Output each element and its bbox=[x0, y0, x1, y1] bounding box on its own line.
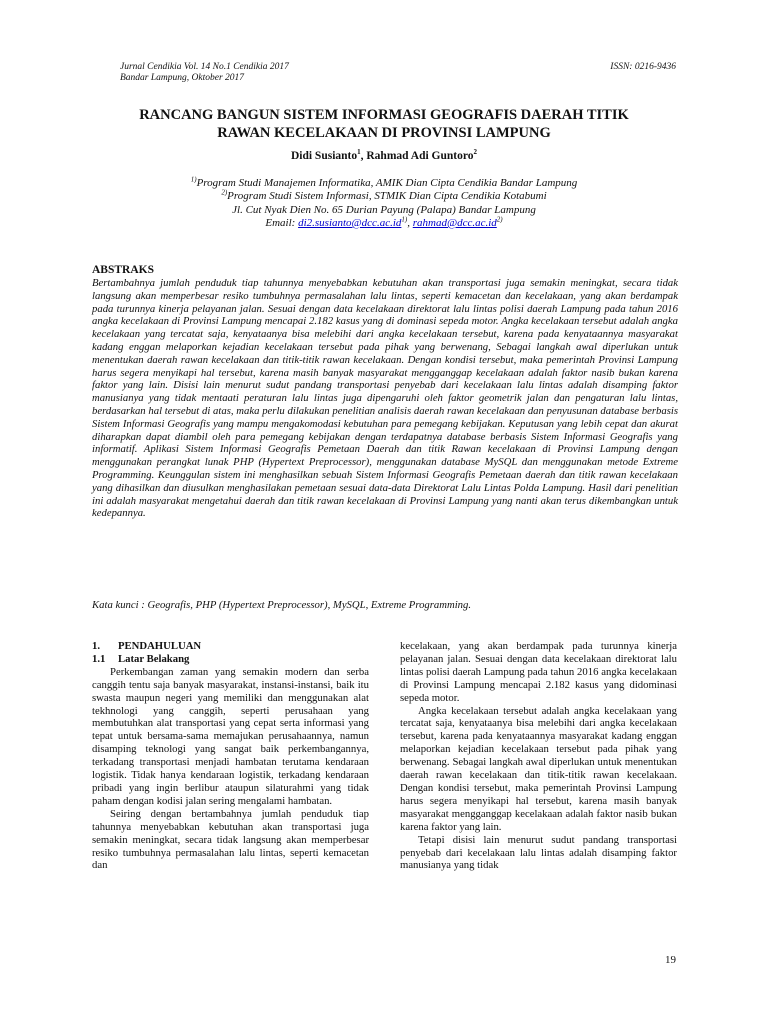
paragraph-4: Tetapi disisi lain menurut sudut pandang transportasi penyebab dari kecelakaan lalu lintas adalah disamping faktor manusianya yang tidak bbox=[400, 833, 677, 872]
affiliation-1-text: Program Studi Manajemen Informatika, AMIK Dian Cipta Cendikia Bandar Lampung bbox=[196, 177, 578, 189]
subsection-title: Latar Belakang bbox=[118, 652, 190, 665]
section-heading bbox=[92, 640, 369, 653]
paper-title bbox=[80, 106, 688, 142]
email-label: Email: bbox=[265, 216, 299, 229]
journal-header bbox=[120, 62, 289, 84]
page-number: 19 bbox=[665, 954, 676, 966]
keywords: Kata kunci : Geografis, PHP (Hypertext Preprocessor), MySQL, Extreme Programming. bbox=[92, 599, 472, 611]
author-2: Rahmad Adi Guntoro bbox=[366, 150, 474, 162]
affiliation-1-sup: 1) bbox=[190, 175, 197, 184]
issn: ISSN: 0216-9436 bbox=[610, 62, 676, 72]
paragraph-3: Angka kecelakaan tersebut adalah angka kecelakaan yang tercatat saja, kenyataanya bisa melebihi dari angka kecelakaan tersebut, karena pada kenyataannya masyarakat kadang enggan melaporkan kejadian kecelakaan tersebut pada pihak yang berwenang. Sebagai langkah awal diperlukan untuk menentukan daerah rawan kecelakaan dan titik-titik rawan kecelakaan. Dengan kondisi tersebut, maka pemerintah Provinsi Lampung harus segera menyikapi hal tersebut, karena masih banyak masyarakat mengganggap kecelakaan adalah faktor nasib bukan karena faktor yang lain. bbox=[400, 704, 677, 833]
email-2-sup: 2) bbox=[496, 215, 503, 224]
affiliations bbox=[80, 177, 688, 230]
abstract-body: Bertambahnya jumlah penduduk tiap tahunnya menyebabkan kebutuhan akan transportasi juga semakin meningkat, secara tidak langsung akan memperbesar resiko tumbuhnya permasalahan lalu lintas, seperti kemacetan dan kecelakaan, yang akan berdampak pada turunnya kinerja pelayanan jalan. Sesuai dengan data kecelakaan direktorat lalu lintas polisi daerah Lampung pada tahun 2016 angka kecelakaan di Provinsi Lampung mencapai 2.182 kasus yang di dominasi sepeda motor. Angka kecelakaan tersebut adalah angka kecelakaan yang tercatat saja, kenyataanya bisa melebihi dari angka kecelakaan tersebut, karena pada kenyataannya masyarakat kadang enggan melaporkan kejadian kecelakaan tersebut pada pihak yang berwenang, Sebagai langkah awal diperlukan untuk menentukan daerah rawan kecelakaan dan titik-titik rawan kecelakaan. Dengan kondisi tersebut, maka pemerintah Provinsi Lampung harus segera menyikapi hal tersebut, karena masih banyak masyarakat mengganggap kecelakaan adalah faktor nasib bukan karena faktor yang lain. Disisi lain menurut sudut pandang transportasi penyebab dari kecelakaan lalu lintas adalah disamping faktor manusianya yang tidak mentaati peraturan lalu lintas juga dipengaruhi oleh faktor geometrik jalan dan pengaturan lalu lintas, berdasarkan hal tersebut di atas, maka perlu dilakukan penelitian analisis daerah rawan kecelakaan dan penyusunan database berbasis Sistem Informasi Geografis yang mampu mengakomodasi kebutuhan para pemegang kebijakan. Keputusan yang lebih cepat dan akurat diharapkan dapat diambil oleh para pemegang kebijakan dengan terdapatnya database berbasis Sistem Informasi Geografis yang informatif. Aplikasi Sistem Informasi Geografis Pemetaan Daerah dan titik Rawan kecelakaan di Provinsi Lampung dengan menggunakan perangkat lunak PHP (Hypertext Preprocessor), menggunakan database MySQL dan menggunakan metode Extreme Programming. Keunggulan sistem ini menghasilkan sebuah Sistem Informasi Geografis Pemetaan daerah dan titik rawan kecelakaan yang dihasilkan dan diusulkan menghasilakan pemetaan sesuai data-data Direktorat Lalu Lintas Polda Lampung. Hasil dari penelitian ini adalah masyarakat mengetahui daerah dan titik rawan kecelakaan di Provinsi Lampung yang nanti akan terus dikembangkan untuk kedepannya. bbox=[92, 277, 678, 520]
email-link-1[interactable]: di2.susianto@dcc.ac.id bbox=[298, 216, 402, 229]
column-left bbox=[92, 640, 369, 872]
column-right bbox=[400, 640, 677, 872]
email-1-sup: 1) bbox=[401, 215, 408, 224]
title-line-2: RAWAN KECELAKAAN DI PROVINSI LAMPUNG bbox=[217, 125, 551, 141]
affiliation-2 bbox=[80, 190, 688, 203]
paragraph-2-continued: kecelakaan, yang akan berdampak pada turunnya kinerja pelayanan jalan. Sesuai dengan data kecelakaan direktorat lalu lintas polisi daerah Lampung pada tahun 2016 angka kecelakaan di Provinsi Lampung mencapai 2.182 kasus yang didominasi sepeda motor. bbox=[400, 640, 677, 704]
author-1: Didi Susianto bbox=[290, 150, 358, 162]
paragraph-2: Seiring dengan bertambahnya jumlah penduduk tiap tahunnya menyebabkan kebutuhan akan transportasi juga semakin meningkat, secara tidak langsung akan memperbesar resiko tumbuhnya permasalahan lalu lintas, seperti kemacetan dan bbox=[92, 807, 369, 872]
email-line bbox=[80, 217, 688, 230]
journal-line-1: Jurnal Cendikia Vol. 14 No.1 Cendikia 2017 bbox=[120, 62, 289, 72]
affiliation-2-sup: 2) bbox=[221, 188, 228, 197]
paragraph-1: Perkembangan zaman yang semakin modern dan serba canggih tentu saja banyak masyarakat, instansi-instansi, baik itu swasta maupun negeri yang memiliki dan menggunakan alat tekhnologi yang canggih, seperti perusahaan yang membutuhkan alat transportasi yang cepat serta informasi yang tepat untuk bersama-sama memajukan perusahaannya, namun disamping teknologi yang sangat baik perkembangannya, terkadang transportasi menjadi hambatan terutama kendaraan logistik. Tidak hanya kendaraan logistik, terkadang kendaraan pribadi yang ingin berlibur ataupun silaturahmi yang tidak paham dengan kodisi jalan sering mengalami hambatan. bbox=[92, 665, 369, 807]
email-link-2[interactable]: rahmad@dcc.ac.id bbox=[412, 216, 497, 229]
email-separator: , bbox=[407, 216, 413, 229]
journal-line-2: Bandar Lampung, Oktober 2017 bbox=[120, 73, 245, 83]
author-list bbox=[80, 150, 688, 162]
title-line-1: RANCANG BANGUN SISTEM INFORMASI GEOGRAFIS DAERAH TITIK bbox=[139, 107, 629, 123]
subsection-number: 1.1 bbox=[92, 652, 106, 665]
subsection-heading bbox=[92, 653, 369, 666]
author-1-sup: 1 bbox=[357, 148, 361, 157]
author-2-sup: 2 bbox=[473, 148, 478, 157]
address: Jl. Cut Nyak Dien No. 65 Durian Payung (Palapa) Bandar Lampung bbox=[232, 203, 536, 216]
affiliation-1 bbox=[80, 177, 688, 190]
author-separator: , bbox=[360, 150, 367, 162]
section-number: 1. bbox=[92, 640, 101, 652]
section-title: PENDAHULUAN bbox=[118, 640, 202, 652]
abstract-heading: ABSTRAKS bbox=[92, 264, 154, 276]
affiliation-2-text: Program Studi Sistem Informasi, STMIK Dian Cipta Cendikia Kotabumi bbox=[227, 190, 547, 203]
